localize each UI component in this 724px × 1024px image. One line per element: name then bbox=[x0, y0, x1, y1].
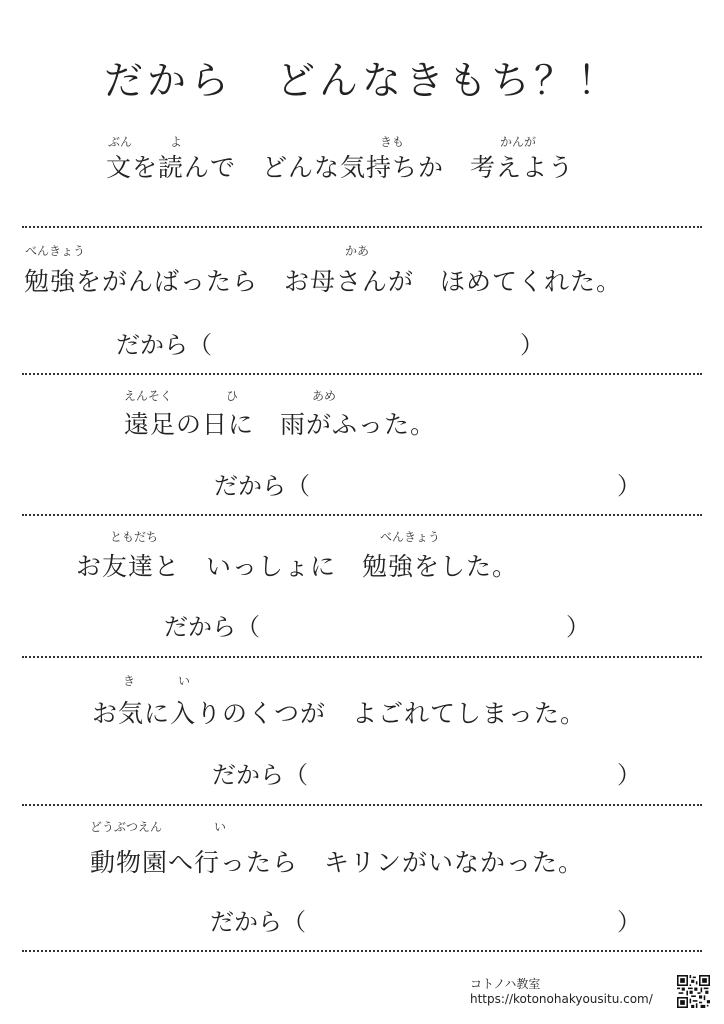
divider bbox=[22, 950, 702, 952]
answer-suffix: ） bbox=[566, 613, 590, 641]
divider bbox=[22, 804, 702, 806]
ruby-i: い bbox=[214, 820, 227, 834]
answer-prefix: だから（ bbox=[212, 761, 308, 789]
divider bbox=[22, 373, 702, 375]
ruby-benkyou: べんきょう bbox=[380, 530, 441, 544]
ruby-doubutsuen: どうぶつえん bbox=[90, 820, 163, 834]
ruby-ki: き bbox=[123, 674, 136, 688]
ruby-benkyou: べんきょう bbox=[25, 244, 86, 258]
question-sentence: お友達と いっしょに 勉強をした。 bbox=[76, 552, 519, 581]
answer-suffix: ） bbox=[617, 908, 641, 936]
footer-name: コトノハ教室 bbox=[470, 977, 541, 991]
ruby-ame: あめ bbox=[312, 389, 337, 403]
answer-suffix: ） bbox=[617, 472, 641, 500]
question-sentence: 動物園へ行ったら キリンがいなかった。 bbox=[90, 848, 585, 877]
divider bbox=[22, 514, 702, 516]
answer-suffix: ） bbox=[617, 761, 641, 789]
divider bbox=[22, 656, 702, 658]
question-sentence: 勉強をがんばったら お母さんが ほめてくれた。 bbox=[24, 267, 623, 296]
footer-url[interactable]: https://kotonohakyousitu.com/ bbox=[470, 992, 653, 1006]
ruby-i: い bbox=[178, 674, 191, 688]
ruby-bun: ぶん bbox=[108, 135, 133, 149]
divider bbox=[22, 226, 702, 228]
ruby-hi: ひ bbox=[226, 389, 239, 403]
ruby-kimo: きも bbox=[380, 135, 405, 149]
ruby-tomodachi: ともだち bbox=[110, 530, 159, 544]
qr-code-icon[interactable] bbox=[677, 975, 710, 1008]
instruction-text: 文を読んで どんな気持ちか 考えよう bbox=[106, 153, 575, 182]
answer-prefix: だから（ bbox=[214, 472, 310, 500]
answer-suffix: ） bbox=[520, 331, 544, 359]
ruby-kanga: かんが bbox=[500, 135, 537, 149]
ruby-ensoku: えんそく bbox=[124, 389, 173, 403]
answer-prefix: だから（ bbox=[210, 908, 306, 936]
question-sentence: お気に入りのくつが よごれてしまった。 bbox=[92, 699, 587, 728]
page-title: だから どんなきもち？！ bbox=[103, 59, 620, 104]
answer-prefix: だから（ bbox=[116, 331, 212, 359]
ruby-kaa: かあ bbox=[345, 244, 370, 258]
ruby-yo: よ bbox=[170, 135, 183, 149]
question-sentence: 遠足の日に 雨がふった。 bbox=[124, 410, 437, 439]
answer-prefix: だから（ bbox=[164, 613, 260, 641]
